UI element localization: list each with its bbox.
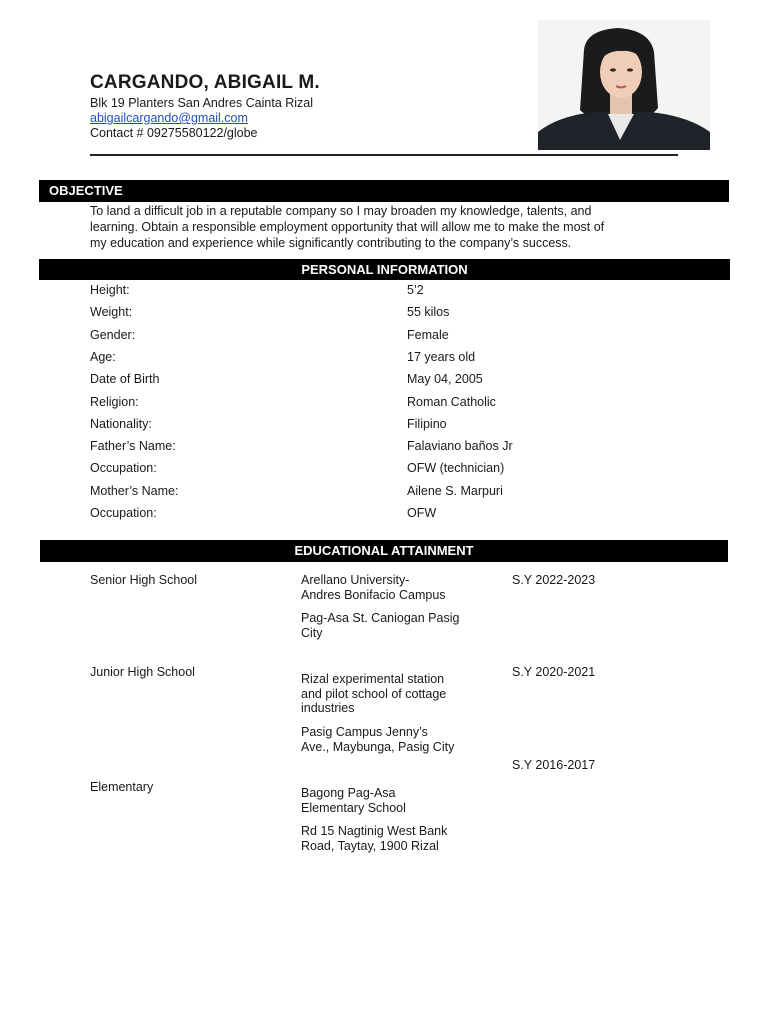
elem-school-line: Bagong Pag-Asa xyxy=(301,786,396,800)
birthdate-value: May 04, 2005 xyxy=(407,372,483,386)
objective-paragraph xyxy=(90,203,690,251)
education-heading: EDUCATIONAL ATTAINMENT xyxy=(40,540,728,562)
mother-name-value: Ailene S. Marpuri xyxy=(407,484,503,498)
nationality-label: Nationality: xyxy=(90,417,152,431)
gender-label: Gender: xyxy=(90,328,136,342)
header-divider xyxy=(90,154,678,156)
shs-address xyxy=(301,611,459,640)
profile-photo xyxy=(538,20,710,150)
age-value: 17 years old xyxy=(407,350,476,364)
mother-name-label: Mother’s Name: xyxy=(90,484,179,498)
contact-text: Contact # 09275580122/globe xyxy=(90,126,258,140)
elem-year: S.Y 2016-2017 xyxy=(512,758,596,772)
father-occupation-value: OFW (technician) xyxy=(407,461,505,475)
objective-line: my education and experience while significantly contributing to the company’s success. xyxy=(90,236,572,250)
gender-value: Female xyxy=(407,328,449,342)
elem-school xyxy=(301,786,406,815)
objective-heading: OBJECTIVE xyxy=(39,180,729,202)
shs-level: Senior High School xyxy=(90,573,198,587)
weight-label: Weight: xyxy=(90,305,133,319)
elem-address xyxy=(301,824,447,853)
elem-school-line: Elementary School xyxy=(301,800,406,815)
jhs-year: S.Y 2020-2021 xyxy=(512,665,596,679)
applicant-name: CARGANDO, ABIGAIL M. xyxy=(90,72,320,93)
height-value: 5’2 xyxy=(407,283,424,297)
weight-value: 55 kilos xyxy=(407,305,450,319)
religion-value: Roman Catholic xyxy=(407,395,496,409)
height-label: Height: xyxy=(90,283,130,297)
father-occupation-label: Occupation: xyxy=(90,461,157,475)
jhs-address-line: Pasig Campus Jenny’s xyxy=(301,725,428,739)
jhs-address-line: Ave., Maybunga, Pasig City xyxy=(301,739,455,754)
shs-address-line: Pag-Asa St. Caniogan Pasig xyxy=(301,611,460,625)
mother-occupation-label: Occupation: xyxy=(90,506,157,520)
nationality-value: Filipino xyxy=(407,417,447,431)
jhs-address xyxy=(301,725,454,754)
jhs-level: Junior High School xyxy=(90,665,195,679)
elem-level: Elementary xyxy=(90,780,154,794)
elem-address-line: Rd 15 Nagtinig West Bank xyxy=(301,824,448,838)
jhs-school-line: and pilot school of cottage xyxy=(301,686,447,701)
age-label: Age: xyxy=(90,350,116,364)
elem-address-line: Road, Taytay, 1900 Rizal xyxy=(301,838,439,853)
objective-line: learning. Obtain a responsible employment opportunity that will allow me to make the most of xyxy=(90,220,605,234)
father-name-label: Father’s Name: xyxy=(90,439,176,453)
shs-school-line: Andres Bonifacio Campus xyxy=(301,587,446,602)
email-link[interactable]: abigailcargando@gmail.com xyxy=(90,111,248,125)
birthdate-label: Date of Birth xyxy=(90,372,160,386)
shs-school-line: Arellano University- xyxy=(301,573,410,587)
shs-school xyxy=(301,573,446,602)
jhs-school-line: Rizal experimental station xyxy=(301,672,445,686)
shs-address-line: City xyxy=(301,625,323,640)
objective-line: To land a difficult job in a reputable company so I may broaden my knowledge, talents, and xyxy=(90,204,592,218)
address-text: Blk 19 Planters San Andres Cainta Rizal xyxy=(90,96,314,110)
mother-occupation-value: OFW xyxy=(407,506,437,520)
jhs-school-line: industries xyxy=(301,701,355,715)
jhs-school xyxy=(301,672,446,716)
father-name-value: Falaviano baños Jr xyxy=(407,439,513,453)
religion-label: Religion: xyxy=(90,395,139,409)
personal-info-heading: PERSONAL INFORMATION xyxy=(39,259,730,280)
shs-year: S.Y 2022-2023 xyxy=(512,573,596,587)
